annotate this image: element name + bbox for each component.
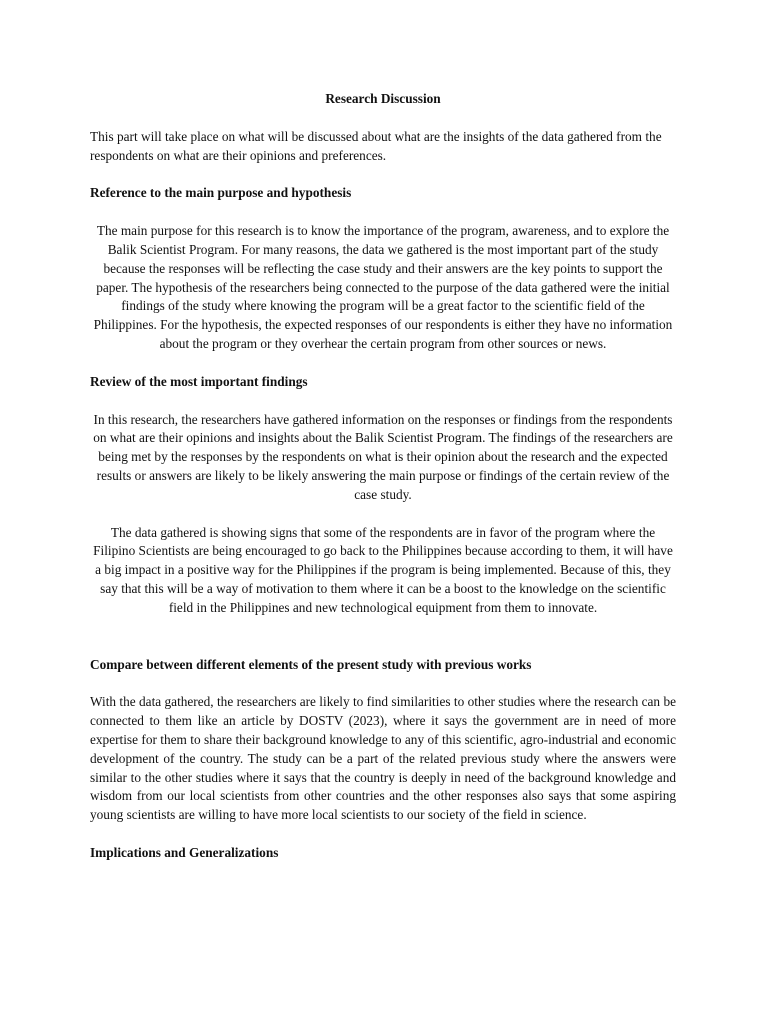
section-paragraph-compare: With the data gathered, the researchers are likely to find similarities to other studies where the research can be connected to them like an article by DOSTV (2023), where it says the government are in need of more expertise for them to share their background knowledge to any of this scientific, agro-industrial and economic development of the country. The study can be a part of the related previous study where the answers were similar to the other studies where it says that the country is deeply in need of the background knowledge and wisdom from our local scientists from other countries and the other responses also says that some aspiring young scientists are willing to have more local scientists to our society of the field in science. bbox=[90, 694, 676, 823]
section-heading-implications: Implications and Generalizations bbox=[90, 844, 279, 860]
section-heading-purpose: Reference to the main purpose and hypothesis bbox=[90, 185, 352, 201]
section-paragraph-findings-1: In this research, the researchers have gathered information on the responses or findings from the respondents on what are their opinions and insights about the Balik Scientist Program. The findings of the researchers are being met by the responses by the respondents on what is their opinion about the research and the expected results or answers are likely to be likely answering the main purpose or findings of the certain review of the case study. bbox=[93, 411, 673, 502]
document-page bbox=[90, 90, 676, 882]
document-title: Research Discussion bbox=[325, 91, 441, 106]
section-paragraph-purpose: The main purpose for this research is to know the importance of the program, awareness, and to explore the Balik Scientist Program. For many reasons, the data we gathered is the most important part of the study because the responses will be reflecting the case study and their answers are the key points to support the paper. The hypothesis of the researchers being connected to the purpose of the data gathered were the initial findings of the study where knowing the program will be a great factor to the scientific field of the Philippines. For the hypothesis, the expected responses of our respondents is either they have no information about the program or they overhear the certain program from other sources or news. bbox=[93, 223, 673, 351]
section-heading-compare: Compare between different elements of the present study with previous works bbox=[90, 656, 532, 672]
section-paragraph-findings-2: The data gathered is showing signs that some of the respondents are in favor of the program where the Filipino Scientists are being encouraged to go back to the Philippines because according to them, it will have a big impact in a positive way for the Philippines if the program is being implemented. Because of this, they say that this will be a way of motivation to them where it can be a boost to the knowledge on the scientific field in the Philippines and new technological equipment from them to innovate. bbox=[93, 524, 673, 615]
intro-paragraph: This part will take place on what will be discussed about what are the insights of the data gathered from the respondents on what are their opinions and preferences. bbox=[90, 128, 662, 163]
section-heading-findings: Review of the most important findings bbox=[90, 373, 308, 389]
